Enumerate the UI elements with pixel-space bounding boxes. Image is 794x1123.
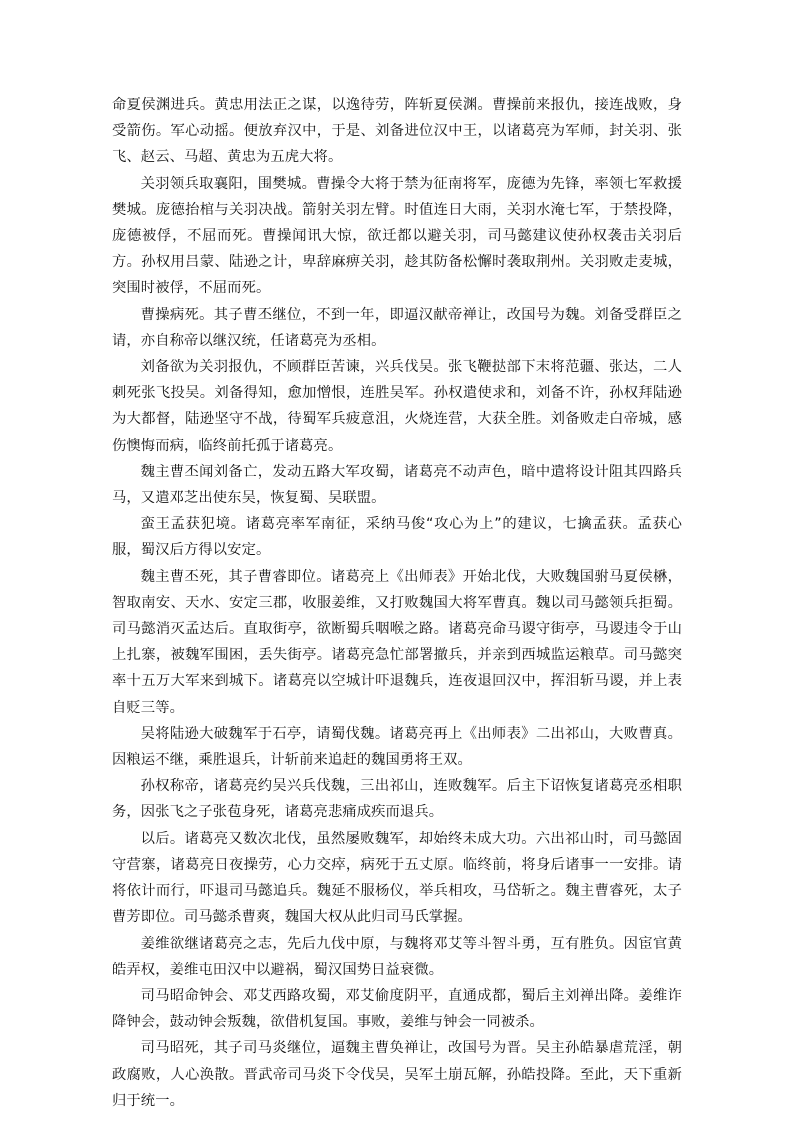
paragraph-1: 命夏侯渊进兵。黄忠用法正之谋，以逸待劳，阵斩夏侯渊。曹操前来报仇，接连战败，身受箭伤。军心动摇。便放弃汉中，于是、刘备进位汉中王，以诸葛亮为军师，封关羽、张飞、赵云、马超、黄忠为五虎大将。 [112, 97, 682, 166]
paragraph-13: 司马昭死，其子司马炎继位，逼魏主曹奂禅让，改国号为晋。吴主孙皓暴虐荒淫，朝政腐败，人心涣散。晋武帝司马炎下令伐吴，吴军土崩瓦解，孙皓投降。至此，天下重新归于统一。 [112, 1040, 682, 1109]
paragraph-8: 吴将陆逊大破魏军于石亭，请蜀伐魏。诸葛亮再上《出师表》二出祁山，大败曹真。因粮运不继，乘胜退兵，计斩前来追赶的魏国勇将王双。 [112, 725, 682, 769]
paragraph-3: 曹操病死。其子曹丕继位，不到一年，即逼汉献帝禅让，改国号为魏。刘备受群臣之请，亦自称帝以继汉统，任诸葛亮为丞相。 [112, 306, 682, 349]
paragraph-7: 魏主曹丕死，其子曹睿即位。诸葛亮上《出师表》开始北伐，大败魏国驸马夏侯楙，智取南安、天水、安定三郡，收服姜维，又打败魏国大将军曹真。魏以司马懿领兵拒蜀。司马懿消灭孟达后。直取街亭，欲断蜀兵咽喉之路。诸葛亮命马谡守街亭，马谡违令于山上扎寨，被魏军围困，丢失街亭。诸葛亮急忙部署撤兵，并亲到西城监运粮草。司马懿突率十五万大军来到城下。诸葛亮以空城计吓退魏兵，连夜退回汉中，挥泪斩马谡，并上表自贬三等。 [112, 568, 682, 716]
paragraph-12: 司马昭命钟会、邓艾西路攻蜀，邓艾偷度阴平，直通成都，蜀后主刘禅出降。姜维诈降钟会，鼓动钟会叛魏，欲借机复国。事败，姜维与钟会一同被杀。 [112, 987, 682, 1031]
paragraph-11: 姜维欲继诸葛亮之志，先后九伐中原，与魏将邓艾等斗智斗勇，互有胜负。因宦官黄皓弄权，姜维屯田汉中以避祸，蜀汉国势日益衰微。 [112, 935, 682, 978]
paragraph-4: 刘备欲为关羽报仇，不顾群臣苦谏，兴兵伐吴。张飞鞭挞部下末将范疆、张达，二人刺死张飞投吴。刘备得知，愈加憎恨，连胜吴军。孙权遣使求和，刘备不许，孙权拜陆逊为大都督，陆逊坚守不战，待蜀军兵疲意沮，火烧连营，大获全胜。刘备败走白帝城，感伤懊悔而病，临终前托孤于诸葛亮。 [112, 359, 682, 454]
paragraph-5: 魏主曹丕闻刘备亡，发动五路大军攻蜀，诸葛亮不动声色，暗中遣将设计阻其四路兵马，又遣邓芝出使东吴，恢复蜀、吴联盟。 [112, 463, 682, 507]
paragraph-9: 孙权称帝，诸葛亮约吴兴兵伐魏，三出祁山，连败魏军。后主下诏恢复诸葛亮丞相职务，因张飞之子张苞身死，诸葛亮悲痛成疾而退兵。 [112, 778, 682, 821]
paragraph-10: 以后。诸葛亮又数次北伐，虽然屡败魏军，却始终未成大功。六出祁山时，司马懿固守营寨，诸葛亮日夜操劳，心力交瘁，病死于五丈原。临终前，将身后诸事一一安排。请将依计而行，吓退司马懿追兵。魏延不服杨仪，举兵相攻，马岱斩之。魏主曹睿死，太子曹芳即位。司马懿杀曹爽，魏国大权从此归司马氏掌握。 [112, 830, 682, 926]
paragraph-2: 关羽领兵取襄阳，围樊城。曹操令大将于禁为征南将军，庞德为先锋，率领七军救援樊城。庞德抬棺与关羽决战。箭射关羽左臂。时值连日大雨，关羽水淹七军，于禁投降，庞德被俘，不屈而死。曹操闻讯大惊，欲迁都以避关羽，司马懿建议使孙权袭击关羽后方。孙权用吕蒙、陆逊之计，卑辞麻痹关羽，趁其防备松懈时袭取荆州。关羽败走麦城，突围时被俘，不屈而死。 [112, 175, 682, 297]
document-page [112, 92, 682, 1114]
paragraph-6: 蛮王孟获犯境。诸葛亮率军南征，采纳马俊“攻心为上”的建议，七擒孟获。孟获心服，蜀汉后方得以安定。 [112, 516, 682, 559]
